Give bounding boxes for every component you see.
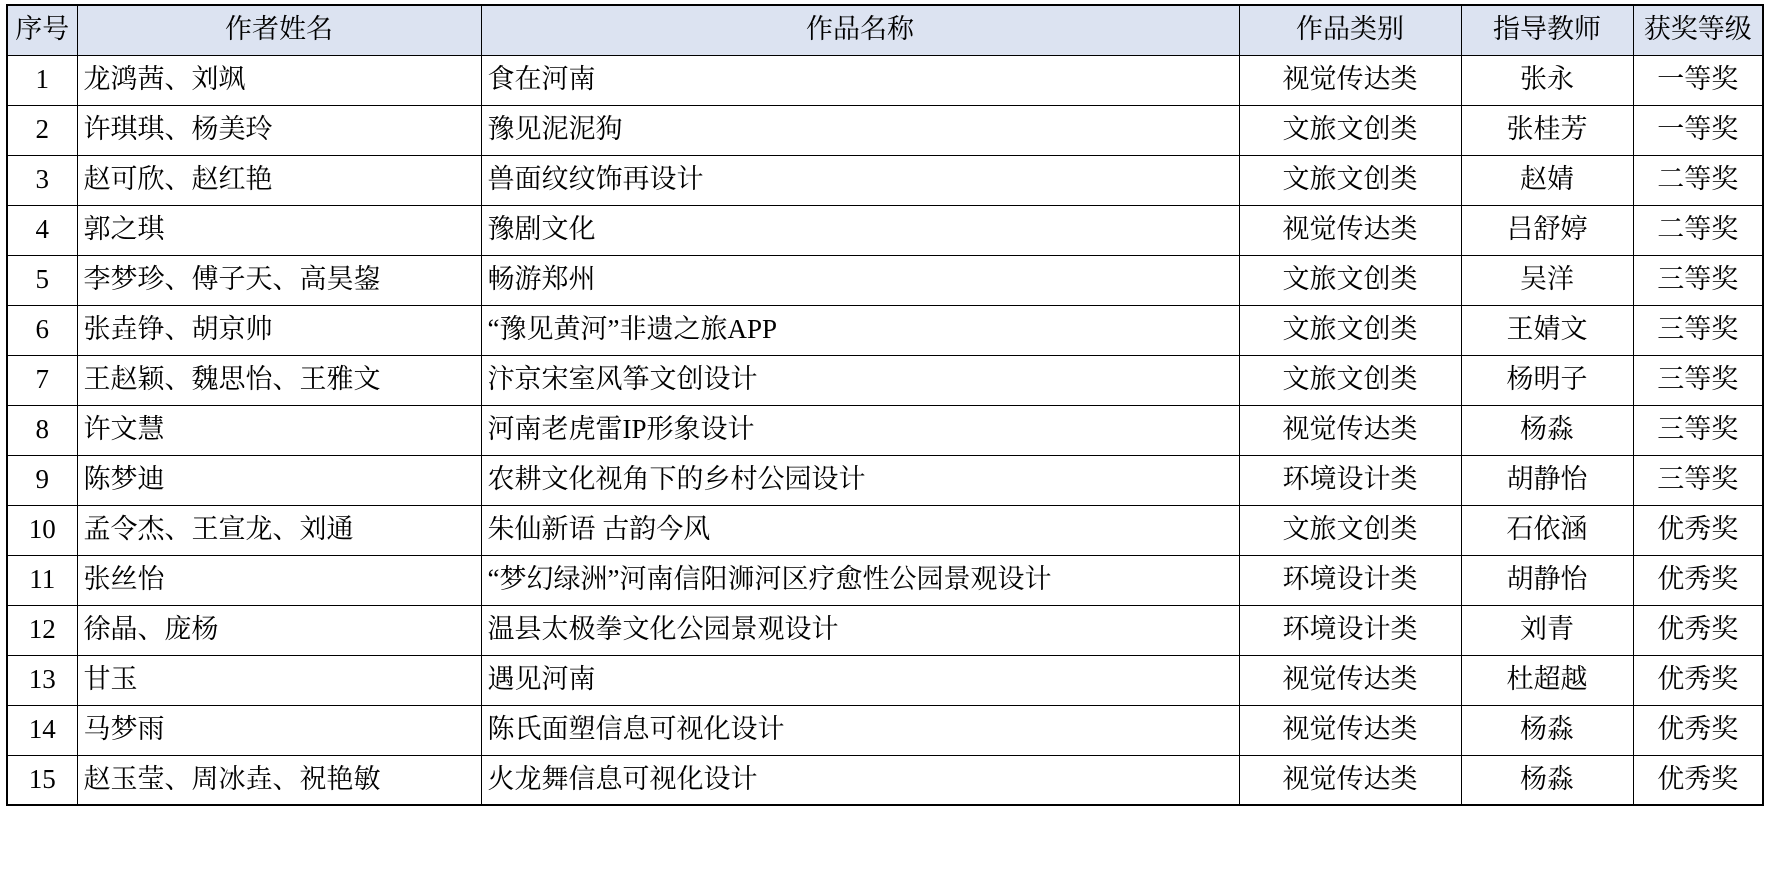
cell-author: 许文慧 (77, 405, 481, 455)
cell-author: 赵可欣、赵红艳 (77, 155, 481, 205)
cell-index: 9 (7, 455, 77, 505)
cell-teacher: 刘青 (1461, 605, 1633, 655)
cell-index: 11 (7, 555, 77, 605)
cell-index: 5 (7, 255, 77, 305)
cell-category: 文旅文创类 (1239, 155, 1461, 205)
cell-teacher: 杨淼 (1461, 755, 1633, 805)
cell-award: 优秀奖 (1633, 505, 1763, 555)
column-header-title: 作品名称 (481, 5, 1239, 55)
table-header-row (7, 5, 1763, 55)
column-header-author: 作者姓名 (77, 5, 481, 55)
cell-author: 李梦珍、傅子天、高昊鋆 (77, 255, 481, 305)
cell-index: 13 (7, 655, 77, 705)
cell-author: 赵玉莹、周冰垚、祝艳敏 (77, 755, 481, 805)
cell-index: 8 (7, 405, 77, 455)
cell-index: 6 (7, 305, 77, 355)
cell-index: 2 (7, 105, 77, 155)
cell-category: 视觉传达类 (1239, 655, 1461, 705)
cell-index: 10 (7, 505, 77, 555)
cell-title: 豫见泥泥狗 (481, 105, 1239, 155)
cell-title: 陈氏面塑信息可视化设计 (481, 705, 1239, 755)
table-row (7, 405, 1763, 455)
cell-title: 温县太极拳文化公园景观设计 (481, 605, 1239, 655)
table-header (7, 5, 1763, 55)
cell-award: 优秀奖 (1633, 755, 1763, 805)
cell-category: 环境设计类 (1239, 555, 1461, 605)
award-list-table (6, 4, 1764, 806)
column-header-category: 作品类别 (1239, 5, 1461, 55)
cell-author: 王赵颖、魏思怡、王雅文 (77, 355, 481, 405)
table-row (7, 605, 1763, 655)
cell-award: 三等奖 (1633, 355, 1763, 405)
cell-category: 视觉传达类 (1239, 205, 1461, 255)
cell-author: 张丝怡 (77, 555, 481, 605)
cell-teacher: 杜超越 (1461, 655, 1633, 705)
cell-teacher: 张桂芳 (1461, 105, 1633, 155)
cell-award: 三等奖 (1633, 255, 1763, 305)
cell-index: 4 (7, 205, 77, 255)
cell-index: 14 (7, 705, 77, 755)
cell-award: 三等奖 (1633, 305, 1763, 355)
cell-index: 15 (7, 755, 77, 805)
table-row (7, 705, 1763, 755)
cell-category: 文旅文创类 (1239, 255, 1461, 305)
cell-author: 许琪琪、杨美玲 (77, 105, 481, 155)
cell-award: 优秀奖 (1633, 655, 1763, 705)
table-row (7, 505, 1763, 555)
cell-author: 马梦雨 (77, 705, 481, 755)
cell-category: 环境设计类 (1239, 605, 1461, 655)
cell-teacher: 胡静怡 (1461, 555, 1633, 605)
table-row (7, 205, 1763, 255)
cell-award: 优秀奖 (1633, 605, 1763, 655)
cell-title: 农耕文化视角下的乡村公园设计 (481, 455, 1239, 505)
table-row (7, 455, 1763, 505)
cell-author: 龙鸿茜、刘飒 (77, 55, 481, 105)
cell-award: 二等奖 (1633, 205, 1763, 255)
cell-award: 三等奖 (1633, 405, 1763, 455)
cell-title: 遇见河南 (481, 655, 1239, 705)
cell-teacher: 赵婧 (1461, 155, 1633, 205)
cell-award: 优秀奖 (1633, 705, 1763, 755)
cell-teacher: 王婧文 (1461, 305, 1633, 355)
cell-teacher: 胡静怡 (1461, 455, 1633, 505)
cell-index: 1 (7, 55, 77, 105)
table-row (7, 255, 1763, 305)
cell-teacher: 张永 (1461, 55, 1633, 105)
table-row (7, 305, 1763, 355)
cell-title: “豫见黄河”非遗之旅APP (481, 305, 1239, 355)
cell-author: 甘玉 (77, 655, 481, 705)
cell-title: 朱仙新语 古韵今风 (481, 505, 1239, 555)
cell-title: 畅游郑州 (481, 255, 1239, 305)
cell-title: 火龙舞信息可视化设计 (481, 755, 1239, 805)
table-row (7, 55, 1763, 105)
table-body (7, 55, 1763, 805)
table-row (7, 655, 1763, 705)
cell-index: 7 (7, 355, 77, 405)
cell-category: 环境设计类 (1239, 455, 1461, 505)
cell-author: 徐晶、庞杨 (77, 605, 481, 655)
cell-category: 文旅文创类 (1239, 305, 1461, 355)
cell-author: 陈梦迪 (77, 455, 481, 505)
cell-title: 兽面纹纹饰再设计 (481, 155, 1239, 205)
cell-author: 张垚铮、胡京帅 (77, 305, 481, 355)
cell-category: 视觉传达类 (1239, 405, 1461, 455)
cell-category: 文旅文创类 (1239, 105, 1461, 155)
cell-category: 视觉传达类 (1239, 755, 1461, 805)
cell-title: 河南老虎雷IP形象设计 (481, 405, 1239, 455)
cell-award: 一等奖 (1633, 105, 1763, 155)
cell-title: 豫剧文化 (481, 205, 1239, 255)
cell-teacher: 杨明子 (1461, 355, 1633, 405)
cell-title: 食在河南 (481, 55, 1239, 105)
cell-title: 汴京宋室风筝文创设计 (481, 355, 1239, 405)
cell-award: 一等奖 (1633, 55, 1763, 105)
cell-award: 优秀奖 (1633, 555, 1763, 605)
table-row (7, 155, 1763, 205)
column-header-teacher: 指导教师 (1461, 5, 1633, 55)
cell-award: 二等奖 (1633, 155, 1763, 205)
column-header-award: 获奖等级 (1633, 5, 1763, 55)
table-row (7, 555, 1763, 605)
cell-author: 孟令杰、王宣龙、刘通 (77, 505, 481, 555)
cell-category: 视觉传达类 (1239, 55, 1461, 105)
cell-teacher: 石依涵 (1461, 505, 1633, 555)
cell-category: 文旅文创类 (1239, 355, 1461, 405)
table-row (7, 355, 1763, 405)
cell-index: 3 (7, 155, 77, 205)
table-row (7, 755, 1763, 805)
cell-category: 文旅文创类 (1239, 505, 1461, 555)
cell-teacher: 杨淼 (1461, 705, 1633, 755)
cell-author: 郭之琪 (77, 205, 481, 255)
table-row (7, 105, 1763, 155)
cell-teacher: 吴洋 (1461, 255, 1633, 305)
cell-title: “梦幻绿洲”河南信阳浉河区疗愈性公园景观设计 (481, 555, 1239, 605)
cell-category: 视觉传达类 (1239, 705, 1461, 755)
cell-teacher: 杨淼 (1461, 405, 1633, 455)
cell-award: 三等奖 (1633, 455, 1763, 505)
cell-teacher: 吕舒婷 (1461, 205, 1633, 255)
column-header-index: 序号 (7, 5, 77, 55)
cell-index: 12 (7, 605, 77, 655)
